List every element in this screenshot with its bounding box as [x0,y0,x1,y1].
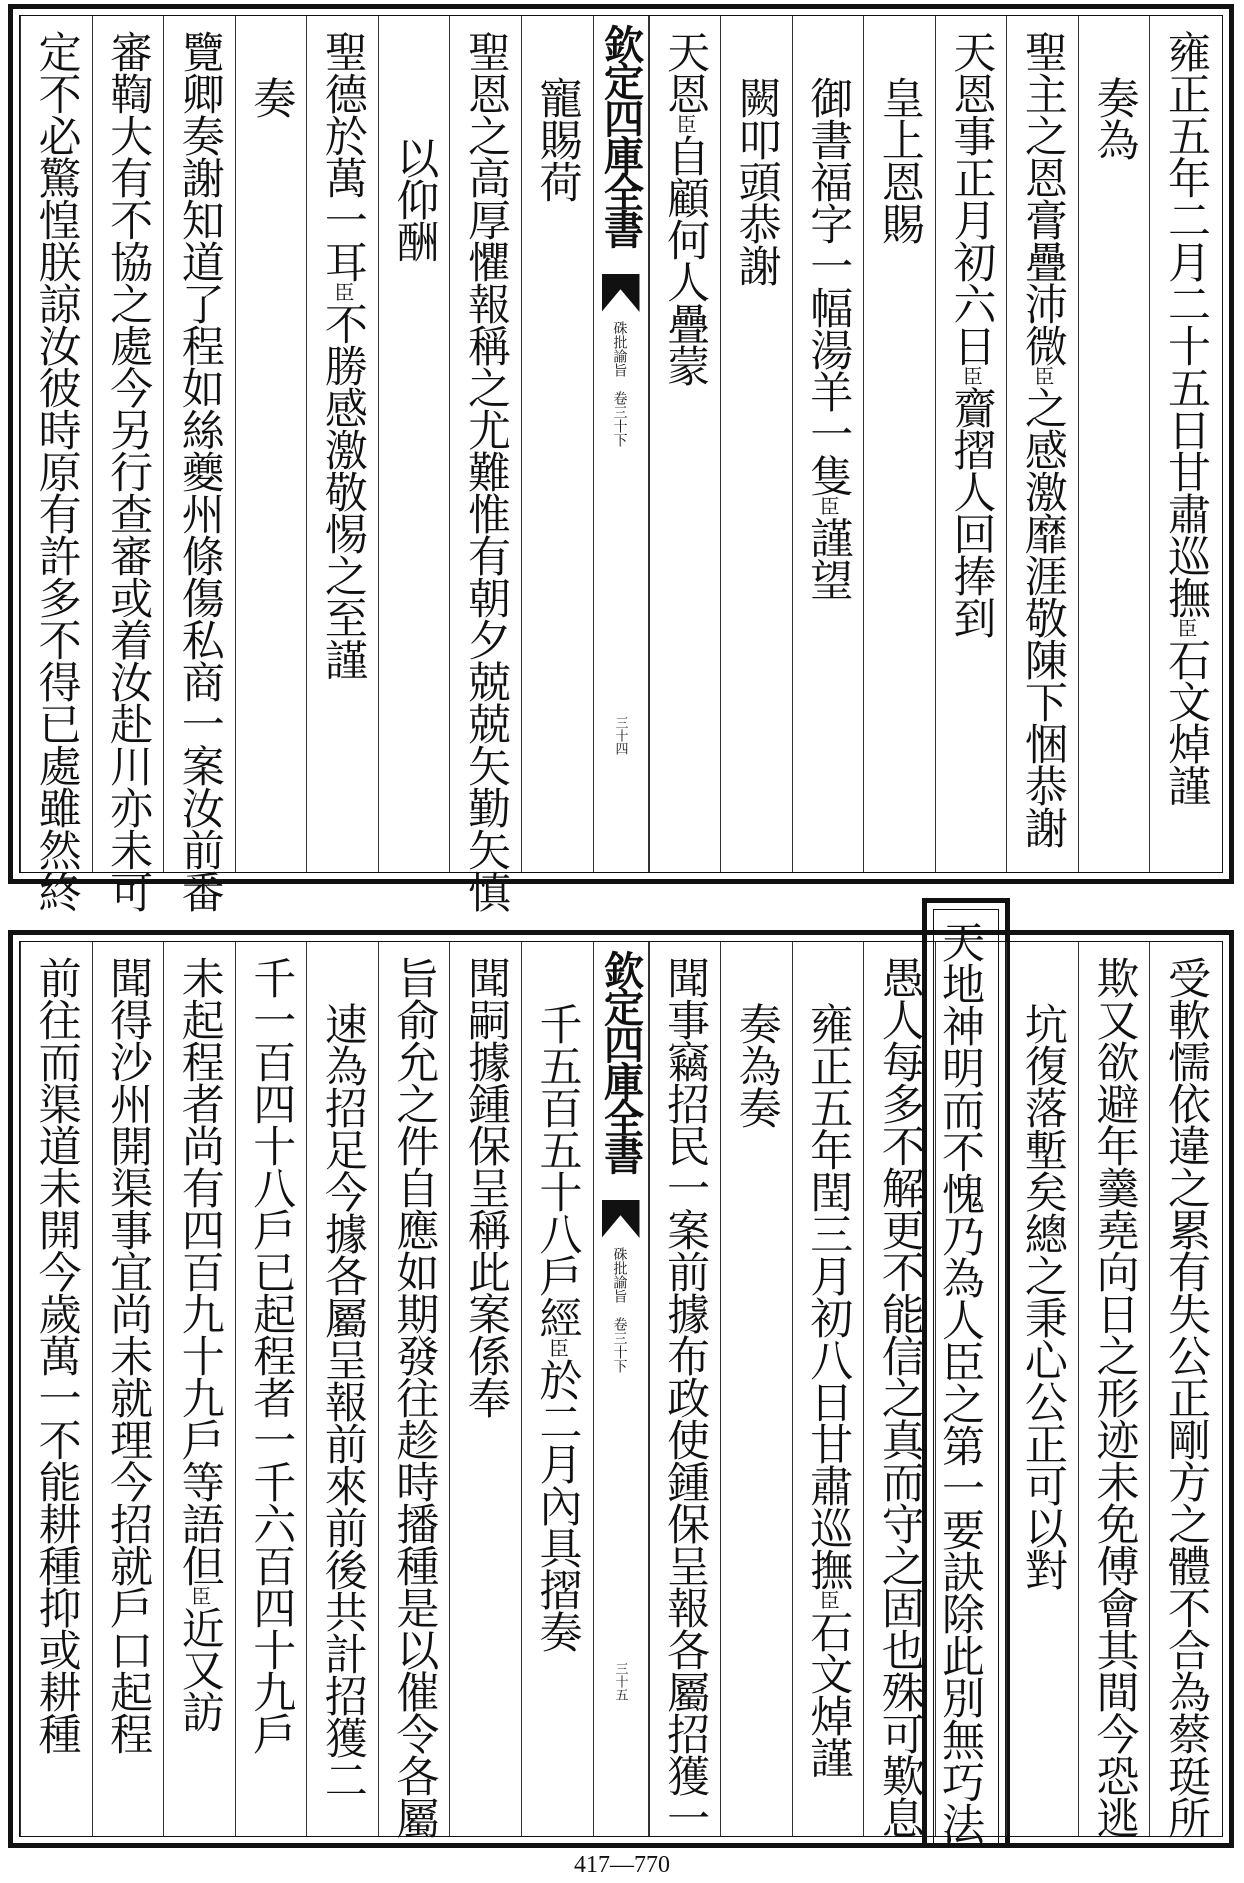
minister-small-glyph: 臣 [816,1590,841,1610]
gutter-page-number: 三十四 [612,716,628,755]
text-column [20,16,92,912]
bottom-page-panel [8,930,1234,1848]
text-column [449,16,521,912]
minister-small-glyph: 臣 [1030,366,1055,386]
text-column [720,16,792,872]
text-column [935,16,1007,872]
raised-column-text: 天地神明而不愧乃為人臣之第一要訣除此別無巧法 [935,920,985,1844]
column-text: 聞事竊招民一案前據布政使鍾保呈報各屬招獲一 [660,956,711,1838]
text-column [1149,16,1221,872]
column-text: 奏 [246,76,297,118]
text-column [235,16,307,872]
fish-tail-mark [602,1200,640,1238]
column-text: 覽卿奏謝知道了程如絲夔州條傷私商一案汝前番 [174,30,225,912]
text-column [306,16,378,872]
text-column [521,942,593,1836]
column-text: 聞嗣據鍾保呈稱此案係奉 [460,956,511,1418]
column-text: 前往而渠道未開今歲萬一不能耕種抑或耕種 [31,956,82,1754]
minister-small-glyph: 臣 [330,282,355,302]
text-column [792,16,864,872]
minister-small-glyph: 臣 [816,496,841,516]
bottom-page-frame [19,941,1223,1837]
page-footer-number: 417—770 [574,1852,670,1878]
minister-small-glyph: 臣 [187,1586,212,1606]
gutter-title: 欽定四庫全書 [597,24,645,246]
column-text: 以仰酬 [389,136,440,262]
text-column [449,942,521,1836]
column-text: 御書福字一幅湯羊一隻臣謹望 [803,76,854,600]
gutter-page-number: 三十五 [612,1662,628,1701]
column-text: 奏為奏 [731,1002,782,1128]
column-text: 聞得沙州開渠事宜尚未就理今招就戶口起程 [103,956,154,1754]
text-column [163,942,235,1836]
column-text: 聖德於萬一耳臣不勝感激敬惕之至謹 [317,30,368,680]
top-gutter [593,16,649,872]
gutter-subtitle: 硃批諭旨 卷三十下 [611,321,628,447]
column-text: 寵賜荷 [532,76,583,202]
column-text: 旨俞允之件自應如期發往趁時播種是以催令各屬 [389,956,440,1838]
column-text: 欺又欲避年羹堯向日之形迹未免傅會其間今恐逃 [1089,956,1140,1838]
text-column [378,942,450,1836]
gutter-subtitle: 硃批諭旨 卷三十下 [611,1247,628,1373]
minister-small-glyph: 臣 [673,114,698,134]
column-text: 天恩事正月初六日臣齎摺人回捧到 [946,30,997,638]
column-text: 速為招足今據各屬呈報前來前後共計招獲二 [317,1002,368,1800]
minister-small-glyph: 臣 [545,1338,570,1358]
text-column [306,942,378,1836]
text-column [720,942,792,1836]
top-page-panel [8,4,1234,912]
column-text: 千五百五十八戶經臣於二月內具摺奏 [532,1002,583,1652]
column-text: 愚人每多不解更不能信之真而守之固也殊可歎息 [874,956,925,1838]
gutter-title: 欽定四庫全書 [597,950,645,1172]
column-text: 闕叩頭恭謝 [731,76,782,286]
column-text: 雍正五年閏三月初八日甘肅巡撫臣石文焯謹 [803,1002,854,1778]
text-column [863,942,935,1836]
minister-small-glyph: 臣 [1174,618,1198,638]
column-text: 審鞫大有不協之處今另行查審或着汝赴川亦未可 [103,30,154,912]
column-text: 天恩臣自顧何人疊蒙 [660,30,711,386]
minister-small-glyph: 臣 [959,366,984,386]
text-column [1078,16,1150,872]
column-text: 雍正五年二月二十五日甘肅巡撫臣石文焯謹 [1161,30,1211,806]
text-column [1006,942,1078,1836]
column-text: 奏為 [1089,76,1140,160]
top-page-frame [19,15,1223,912]
text-column [1006,16,1078,872]
text-column [163,16,235,912]
text-column [1149,942,1221,1836]
fish-tail-mark [602,274,640,312]
column-text: 皇上恩賜 [874,76,925,244]
text-column [649,942,721,1836]
column-text: 受軟懦依違之累有失公正剛方之體不合為蔡珽所 [1161,956,1211,1838]
column-text: 千一百四十八戶已起程者一千六百四十九戶 [246,956,297,1754]
column-text: 定不必驚惶朕諒汝彼時原有許多不得已處雖然終 [31,30,82,912]
column-text: 未起程者尚有四百九十九戶等語但臣近又訪 [174,956,225,1732]
text-column [20,942,92,1836]
text-column [1078,942,1150,1836]
bottom-gutter [593,942,649,1836]
column-text: 聖恩之高厚懼報稱之尤難惟有朝夕兢兢矢勤矢慎 [460,30,511,912]
column-text: 聖主之恩膏疊沛微臣之感激靡涯敬陳下悃恭謝 [1017,30,1068,848]
text-column [92,16,164,912]
text-column [378,16,450,872]
text-column [792,942,864,1836]
text-column [935,942,1007,1836]
text-column [235,942,307,1836]
text-column [863,16,935,872]
text-column [649,16,721,872]
column-text: 坑復落塹矣總之秉心公正可以對 [1017,1002,1068,1590]
text-column [92,942,164,1836]
text-column [521,16,593,872]
